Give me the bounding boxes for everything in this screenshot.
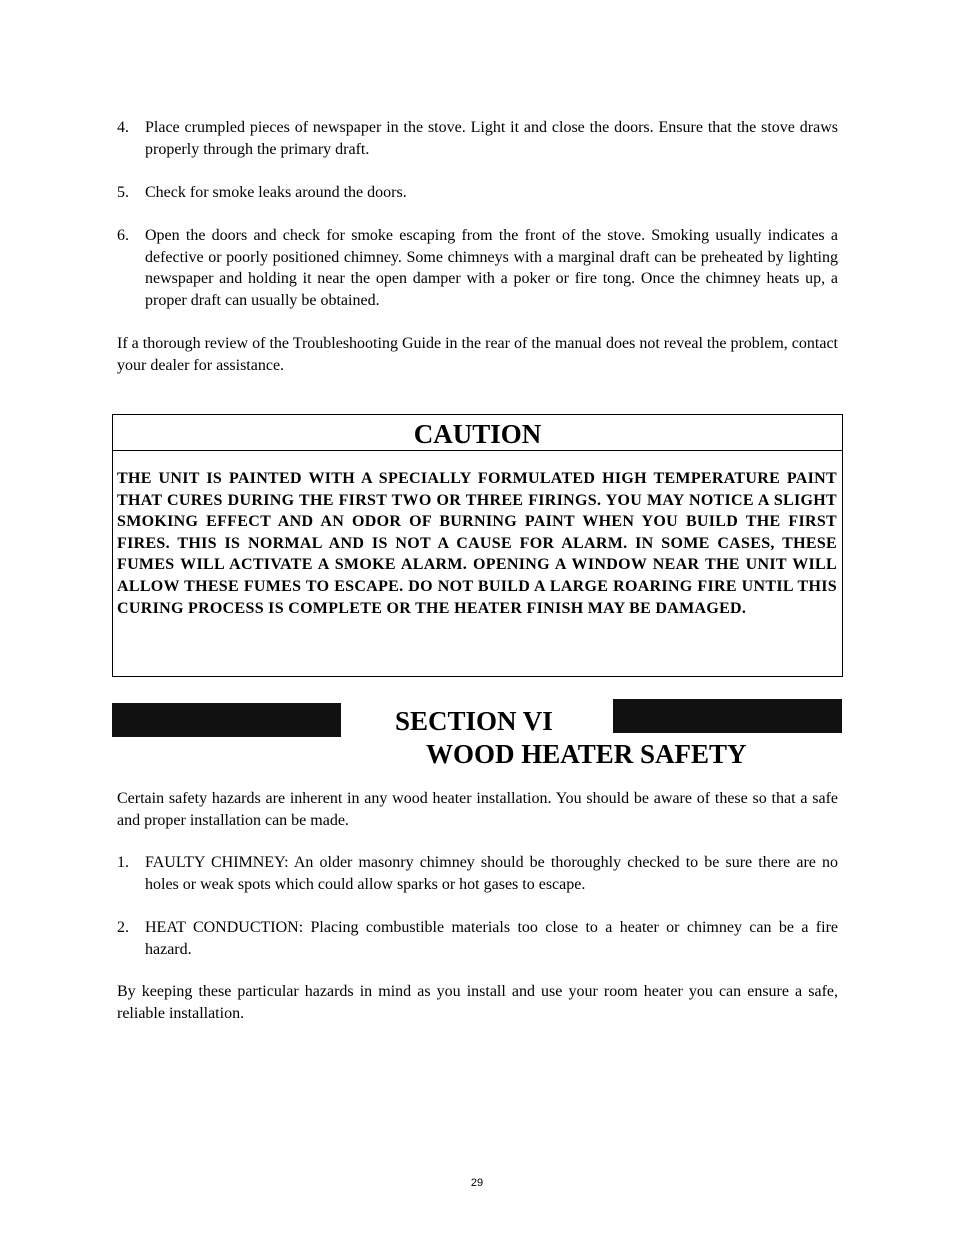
section-number: SECTION VI: [395, 706, 553, 736]
intro-paragraph: Certain safety hazards are inherent in any wood heater installation. You should be aware of these so that a safe and proper installation can be made.: [117, 790, 838, 829]
hazard-text: FAULTY CHIMNEY: An older masonry chimney should be thoroughly checked to be sure there are no holes or weak spots which could allow sparks or hot gases to escape.: [145, 854, 838, 893]
page-number: 29: [470, 1177, 484, 1189]
step-text: Check for smoke leaks around the doors.: [145, 184, 407, 201]
step-text: Place crumpled pieces of newspaper in the stove. Light it and close the doors. Ensure that the stove draws properly through the primary draft.: [145, 119, 838, 158]
hazard-number: 2.: [117, 919, 129, 936]
step-text: Open the doors and check for smoke escaping from the front of the stove. Smoking usually indicates a defective or poorly positioned chimney. Some chimneys with a marginal draft can be preheated by lighting newspaper and holding it near the open damper with a poker or fire tong. Once the chimney heats up, a proper draft can usually be obtained.: [145, 227, 838, 309]
caution-title: CAUTION: [413, 419, 542, 449]
caution-box: [112, 414, 843, 677]
section-header-bar-right: [613, 699, 842, 733]
section-title: WOOD HEATER SAFETY: [426, 739, 747, 769]
review-paragraph: If a thorough review of the Troubleshooting Guide in the rear of the manual does not reveal the problem, contact your dealer for assistance.: [117, 335, 838, 374]
caution-body: THE UNIT IS PAINTED WITH A SPECIALLY FORMULATED HIGH TEMPERATURE PAINT THAT CURES DURING THE FIRST TWO OR THREE FIRINGS. YOU MAY NOTICE A SLIGHT SMOKING EFFECT AND AN ODOR OF BURNING PAINT WHEN YOU BUILD THE FIRST FIRES. THIS IS NORMAL AND IS NOT A CAUSE FOR ALARM. IN SOME CASES, THESE FUMES WILL ACTIVATE A SMOKE ALARM. OPENING A WINDOW NEAR THE UNIT WILL ALLOW THESE FUMES TO ESCAPE. DO NOT BUILD A LARGE ROARING FIRE UNTIL THIS CURING PROCESS IS COMPLETE OR THE HEATER FINISH MAY BE DAMAGED.: [117, 470, 837, 617]
caution-title-row: [113, 415, 842, 451]
closing-paragraph: By keeping these particular hazards in mind as you install and use your room heater you can ensure a safe, reliable installation.: [117, 983, 838, 1022]
step-number: 4.: [117, 119, 129, 136]
section-header-bar-left: [112, 703, 341, 737]
hazard-number: 1.: [117, 854, 129, 871]
step-number: 6.: [117, 227, 129, 244]
hazard-text: HEAT CONDUCTION: Placing combustible materials too close to a heater or chimney can be a fire hazard.: [145, 919, 838, 958]
step-number: 5.: [117, 184, 129, 201]
